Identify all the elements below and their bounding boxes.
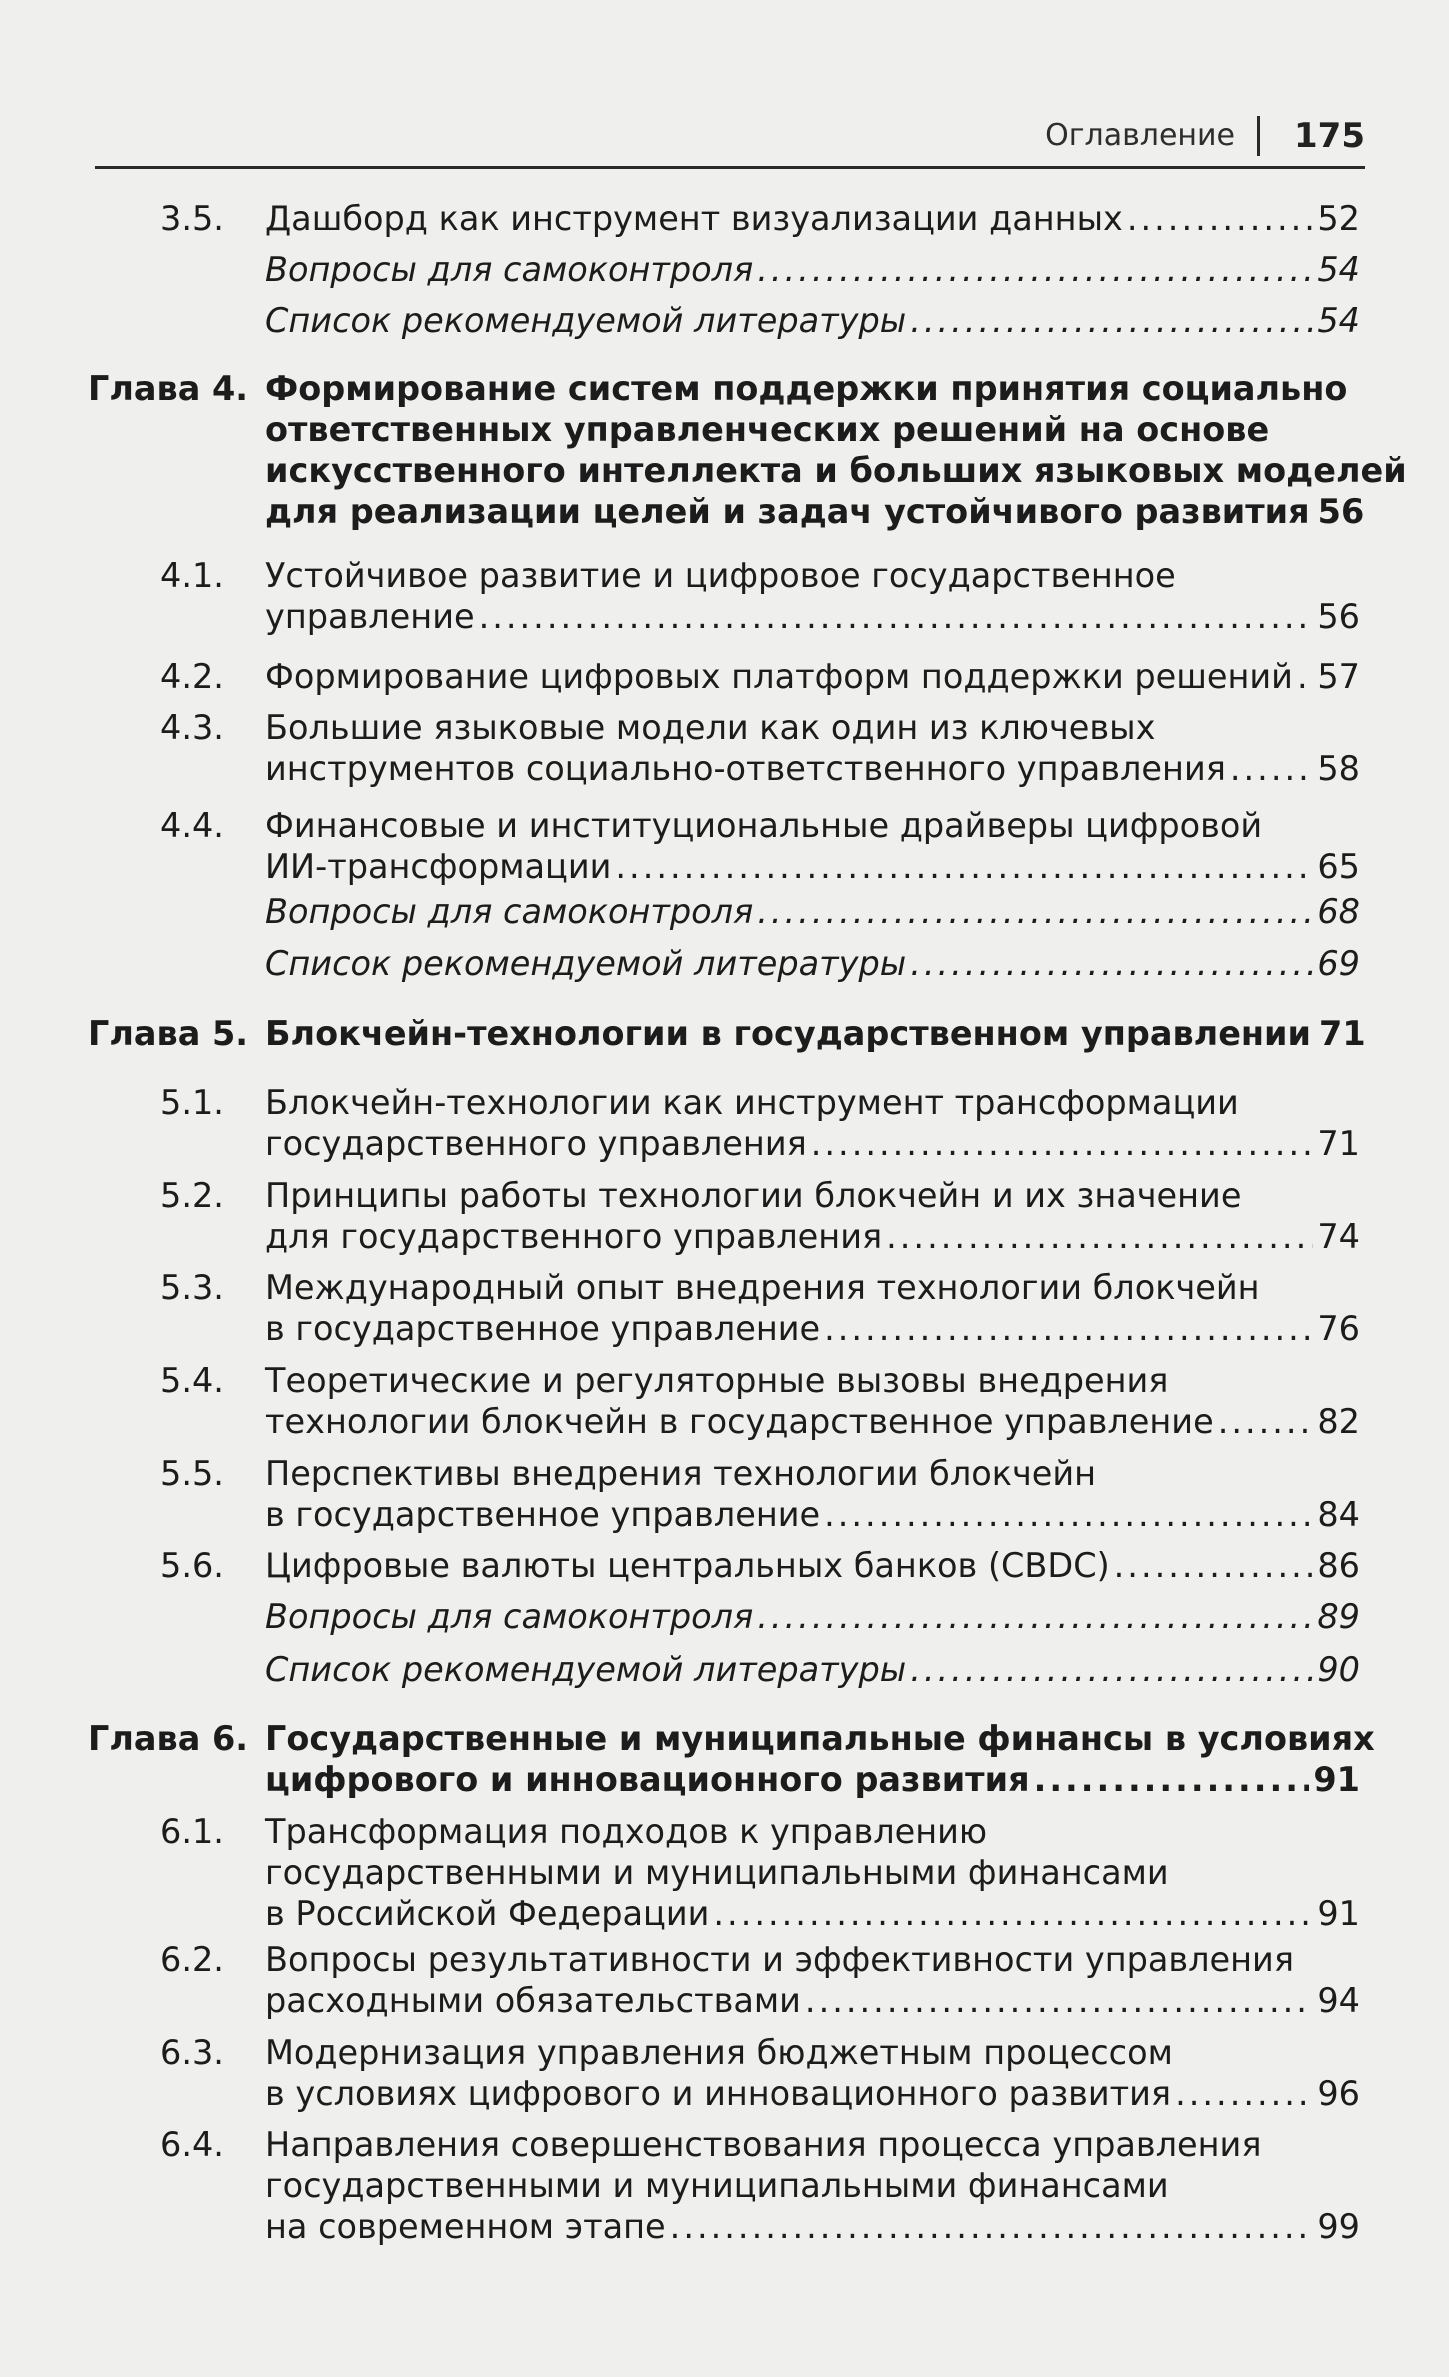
toc-entry-page: 76 xyxy=(1317,1309,1360,1348)
dot-leader xyxy=(757,1596,1313,1637)
dot-leader xyxy=(910,1649,1313,1690)
toc-entry-page: 56 xyxy=(1317,492,1365,531)
toc-entry-title-line: Государственные и муниципальные финансы в условиях xyxy=(265,1719,1375,1758)
toc-entry-number: 5.6. xyxy=(160,1546,224,1585)
toc-entry-title-line: Блокчейн-технологии как инструмент трансформации xyxy=(265,1083,1239,1122)
toc-entry-page: 94 xyxy=(1317,1981,1360,2020)
dot-leader xyxy=(1297,656,1313,697)
toc-entry-number: 4.3. xyxy=(160,708,224,747)
toc-entry-page: 91 xyxy=(1317,1894,1360,1933)
toc-entry-title-line: в Российской Федерации xyxy=(265,1894,710,1933)
toc-entry-number: 6.2. xyxy=(160,1940,224,1979)
toc-entry-number: 6.4. xyxy=(160,2125,224,2164)
toc-entry-number: 6.3. xyxy=(160,2033,224,2072)
toc-entry-title-line: Модернизация управления бюджетным процессом xyxy=(265,2033,1173,2072)
toc-entry-page: 90 xyxy=(1317,1650,1360,1689)
toc-entry-title-line: для реализации целей и задач устойчивого развития xyxy=(265,492,1310,531)
toc-entry-title-line: Формирование систем поддержки принятия социально xyxy=(265,369,1348,408)
dot-leader xyxy=(805,1980,1313,2021)
toc-entry-number: 5.1. xyxy=(160,1083,224,1122)
running-header xyxy=(95,116,1365,169)
page-number: 175 xyxy=(1294,116,1365,156)
toc-entry-title-line: Принципы работы технологии блокчейн и их значение xyxy=(265,1176,1242,1215)
dot-leader xyxy=(1034,1759,1310,1800)
toc-entry-title-line: ответственных управленческих решений на основе xyxy=(265,410,1270,449)
dot-leader xyxy=(910,300,1313,341)
toc-entry-title-line: Вопросы для самоконтроля xyxy=(265,892,754,931)
toc-entry-title-line: Финансовые и институциональные драйверы цифровой xyxy=(265,806,1263,845)
toc-entry-number: 5.3. xyxy=(160,1268,224,1307)
toc-entry-page: 54 xyxy=(1317,250,1360,289)
toc-entry-number: 4.1. xyxy=(160,556,224,595)
toc-entry-title-line: Дашборд как инструмент визуализации данных xyxy=(265,199,1123,238)
toc-entry-title-line: государственного управления xyxy=(265,1124,807,1163)
dot-leader xyxy=(824,1308,1313,1349)
dot-leader xyxy=(811,1123,1314,1164)
toc-entry-page: 84 xyxy=(1317,1495,1360,1534)
toc-entry-page: 54 xyxy=(1317,301,1360,340)
toc-entry-title-line: государственными и муниципальными финансами xyxy=(265,1853,1169,1892)
toc-entry-title-line: расходными обязательствами xyxy=(265,1981,801,2020)
toc-entry-page: 86 xyxy=(1317,1546,1360,1585)
toc-entry-title-line: Формирование цифровых платформ поддержки решений xyxy=(265,657,1293,696)
dot-leader xyxy=(757,891,1313,932)
toc-entry-number: Глава 4. xyxy=(88,369,248,408)
toc-entry-title-line: цифрового и инновационного развития xyxy=(265,1760,1030,1799)
toc-entry-number: 3.5. xyxy=(160,199,224,238)
toc-entry-page: 56 xyxy=(1317,597,1360,636)
toc-entry-page: 74 xyxy=(1317,1217,1360,1256)
toc-entry-title-line: для государственного управления xyxy=(265,1217,883,1256)
toc-entry-number: Глава 6. xyxy=(88,1719,248,1758)
toc-entry-title-line: Трансформация подходов к управлению xyxy=(265,1812,988,1851)
toc-entry-title-line: искусственного интеллекта и больших языковых моделей xyxy=(265,451,1407,490)
toc-entry-title-line: Блокчейн-технологии в государственном управлении xyxy=(265,1014,1312,1053)
dot-leader xyxy=(615,846,1313,887)
toc-entry-number: 5.2. xyxy=(160,1176,224,1215)
toc-entry-title-line: ИИ-трансформации xyxy=(265,847,612,886)
toc-entry-title-line: Теоретические и регуляторные вызовы внедрения xyxy=(265,1361,1169,1400)
toc-entry-title-line: в государственное управление xyxy=(265,1309,821,1348)
toc-entry-page: 58 xyxy=(1317,749,1360,788)
toc-entry-title-line: Цифровые валюты центральных банков (CBDC) xyxy=(265,1546,1110,1585)
toc-entry-page: 82 xyxy=(1317,1402,1360,1441)
toc-entry-title-line: Международный опыт внедрения технологии блокчейн xyxy=(265,1268,1260,1307)
header-section-title: Оглавление xyxy=(1045,118,1235,153)
toc-entry-title-line: в условиях цифрового и инновационного развития xyxy=(265,2074,1172,2113)
dot-leader xyxy=(479,596,1314,637)
toc-entry-title-line: Большие языковые модели как один из ключевых xyxy=(265,708,1156,747)
toc-entry-number: 5.5. xyxy=(160,1454,224,1493)
toc-entry-page: 52 xyxy=(1317,199,1360,238)
toc-entry-page: 68 xyxy=(1317,892,1360,931)
toc-entry-title-line: Вопросы результативности и эффективности управления xyxy=(265,1940,1294,1979)
toc-entry-title-line: на современном этапе xyxy=(265,2207,666,2246)
toc-entry-title-line: Список рекомендуемой литературы xyxy=(265,1650,907,1689)
toc-entry-page: 71 xyxy=(1319,1014,1366,1053)
toc-entry-number: Глава 5. xyxy=(88,1014,248,1053)
dot-leader xyxy=(1230,748,1313,789)
toc-entry-number: 5.4. xyxy=(160,1361,224,1400)
toc-entry-title-line: Вопросы для самоконтроля xyxy=(265,1597,754,1636)
toc-entry-title-line: технологии блокчейн в государственное управление xyxy=(265,1402,1214,1441)
toc-entry-page: 57 xyxy=(1317,657,1360,696)
toc-entry-page: 89 xyxy=(1317,1597,1360,1636)
toc-entry-title-line: управление xyxy=(265,597,475,636)
toc-entry-title-line: Направления совершенствования процесса управления xyxy=(265,2125,1262,2164)
dot-leader xyxy=(1175,2073,1313,2114)
toc-entry-number: 4.2. xyxy=(160,657,224,696)
toc-entry-title-line: Список рекомендуемой литературы xyxy=(265,301,907,340)
toc-entry-page: 99 xyxy=(1317,2207,1360,2246)
toc-entry-page: 71 xyxy=(1317,1124,1360,1163)
dot-leader xyxy=(713,1893,1313,1934)
dot-leader xyxy=(757,249,1313,290)
toc-entry-title-line: Список рекомендуемой литературы xyxy=(265,944,907,983)
header-separator xyxy=(1257,116,1260,156)
dot-leader xyxy=(910,943,1313,984)
toc-entry-page: 91 xyxy=(1313,1760,1360,1799)
dot-leader xyxy=(1218,1401,1314,1442)
toc-entry-title-line: Вопросы для самоконтроля xyxy=(265,250,754,289)
dot-leader xyxy=(824,1494,1313,1535)
toc-entry-title-line: инструментов социально-ответственного управления xyxy=(265,749,1226,788)
toc-entry-title-line: государственными и муниципальными финансами xyxy=(265,2166,1169,2205)
dot-leader xyxy=(1127,198,1314,239)
toc-entry-number: 4.4. xyxy=(160,806,224,845)
dot-leader xyxy=(1114,1545,1314,1586)
toc-entry-title-line: Устойчивое развитие и цифровое государственное xyxy=(265,556,1176,595)
toc-entry-title-line: в государственное управление xyxy=(265,1495,821,1534)
toc-entry-page: 69 xyxy=(1317,944,1360,983)
toc-entry-number: 6.1. xyxy=(160,1812,224,1851)
toc-entry-page: 65 xyxy=(1317,847,1360,886)
dot-leader xyxy=(670,2206,1314,2247)
toc-entry-page: 96 xyxy=(1317,2074,1360,2113)
toc-entry-title-line: Перспективы внедрения технологии блокчейн xyxy=(265,1454,1097,1493)
dot-leader xyxy=(886,1216,1313,1257)
